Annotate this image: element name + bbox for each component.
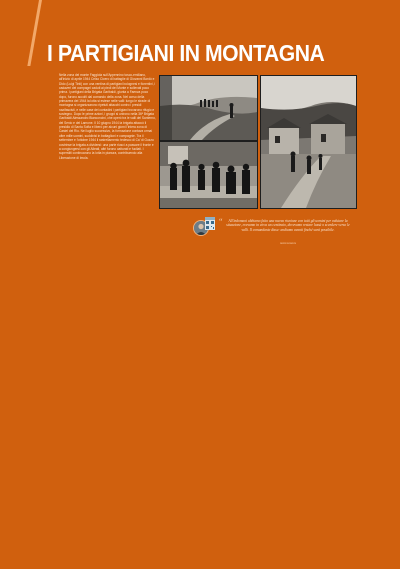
- title-accent-slash: [27, 0, 42, 66]
- testimony-quote: [193, 217, 353, 249]
- body-text: Nella zona del monte Faggiola sull'Appennino tosco-emiliano, all'inizio di aprile 1944 Celso Cicero di battaglie di Giovanni Bordò e Dido (Luigi Tinti) con una ventina di partigiani bolognesi e fiorentini, i cadaveri dei compagni caduti ai piedi del Monte e sollevati poco prima. I partigiani della Brigata Garibaldi, giunta a Faenza poco dopo, furono accolti dal comando della zona. Nel corso della primavera del 1944 la lotta si estese nelle valli: lungo le strade di montagna si organizzarono ripetuti attacchi contro i presidi nazifascisti, e nelle case dei contadini i partigiani trovarono rifugio e sostegno. Dopo le prime azioni, i gruppi si unirono nella 36ª Brigata Garibaldi Alessandro Bianconcini, che operò tra le valli del Santerno, del Senio e del Lamone. Il 10 giugno 1944 la brigata attaccò il presidio di Santa Sofia e liberò per alcuni giorni l'intera zona di Castel del Rio. Nel luglio successivo, la formazione contava ormai oltre mille uomini, suddivisi in battaglioni e compagnie. Tra il settembre e l'ottobre 1944 il rastrellamento tedesco di Ca' di Guzzo costrinse la brigata a dividersi: una parte riuscì a passare il fronte e a congiungersi con gli Alleati, altri furono catturati e fucilati. I superstiti continuarono la lotta in pianura, contribuendo alla Liberazione di Imola.: [59, 73, 156, 160]
- quote-text: All'indomani abbiamo fatto una nuova riunione con tutti gli uomini per valutare la situazione, eravamo in circa un centinaio, dovevamo restare lassù o scendere verso le valli. Il comandante disse: andiamo avanti finché sarà possibile.: [226, 219, 350, 232]
- photo-mountain-village: [260, 75, 357, 209]
- page-title: I PARTIGIANI IN MONTAGNA: [47, 40, 325, 66]
- qr-code-icon[interactable]: [205, 217, 215, 227]
- photo-group-portrait: [159, 141, 258, 209]
- quote-author: testimonianza: [279, 242, 296, 245]
- photo-column-march: [159, 75, 258, 141]
- quote-mark-icon: “: [219, 217, 223, 226]
